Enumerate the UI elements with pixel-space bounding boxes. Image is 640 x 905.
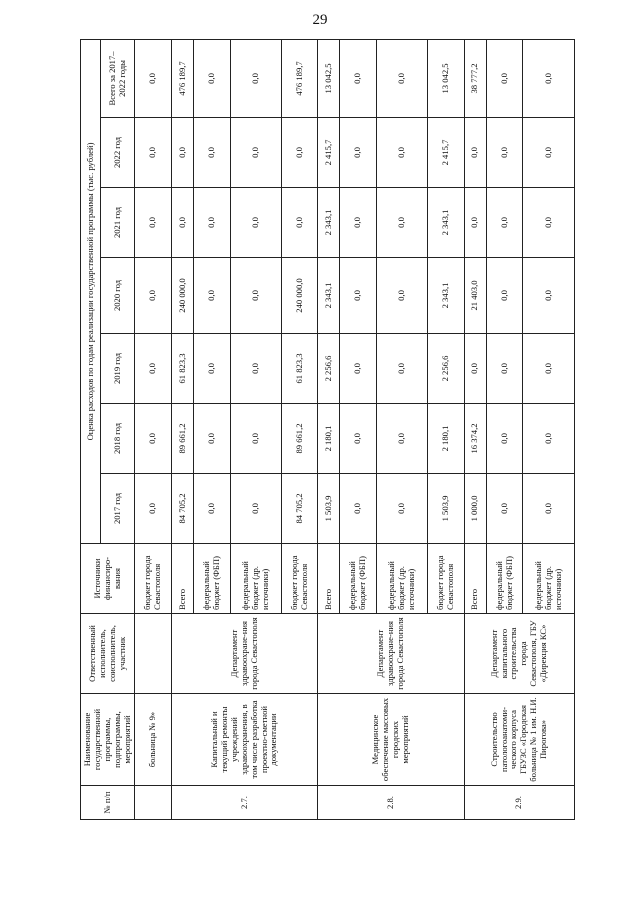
row-value: 16 374,2 xyxy=(464,404,486,474)
row-source: федеральный бюджет (др. источники) xyxy=(523,544,574,614)
row-value: 1 000,0 xyxy=(464,474,486,544)
row-value: 0,0 xyxy=(523,258,574,334)
row-value: 0,0 xyxy=(230,39,281,117)
row-value: 61 823,3 xyxy=(281,334,318,404)
row-value: 0,0 xyxy=(193,404,230,474)
row-value: 2 180,1 xyxy=(428,404,465,474)
row-value: 0,0 xyxy=(377,474,428,544)
header-year: 2017 год xyxy=(101,474,135,544)
table-row xyxy=(464,39,486,819)
row-value: 0,0 xyxy=(523,39,574,117)
row-value: 2 180,1 xyxy=(318,404,340,474)
row-num: 2.7. xyxy=(171,786,317,820)
row-value: 2 343,1 xyxy=(318,258,340,334)
row-value: 0,0 xyxy=(377,39,428,117)
row-value: 0,0 xyxy=(135,118,172,188)
header-year: 2019 год xyxy=(101,334,135,404)
row-value: 0,0 xyxy=(377,118,428,188)
row-executor xyxy=(135,614,172,694)
table-row xyxy=(171,39,193,819)
row-executor: Департамент здравоохране-ния города Севастополя xyxy=(318,614,464,694)
row-num: 2.9. xyxy=(464,786,574,820)
row-value: 240 000,0 xyxy=(281,258,318,334)
table-row xyxy=(318,39,340,819)
row-value: 0,0 xyxy=(340,39,377,117)
page-number: 29 xyxy=(312,12,328,28)
row-value: 0,0 xyxy=(281,188,318,258)
row-value: 0,0 xyxy=(135,474,172,544)
row-value: 0,0 xyxy=(193,474,230,544)
row-value: 0,0 xyxy=(486,404,523,474)
row-source: бюджет города Севастополя xyxy=(281,544,318,614)
row-value: 84 705,2 xyxy=(171,474,193,544)
row-source: федеральный бюджет (др. источники) xyxy=(230,544,281,614)
row-value: 0,0 xyxy=(193,188,230,258)
row-value: 61 823,3 xyxy=(171,334,193,404)
row-value: 0,0 xyxy=(230,118,281,188)
row-value: 2 415,7 xyxy=(318,118,340,188)
row-source: федеральный бюджет (др. источники) xyxy=(377,544,428,614)
row-value: 0,0 xyxy=(230,334,281,404)
row-value: 0,0 xyxy=(340,334,377,404)
header-source: Источники финансиро-вания xyxy=(81,544,135,614)
row-value: 89 661,2 xyxy=(171,404,193,474)
header-year: 2021 год xyxy=(101,188,135,258)
row-value: 0,0 xyxy=(230,188,281,258)
row-value: 0,0 xyxy=(171,188,193,258)
row-value: 0,0 xyxy=(523,118,574,188)
row-executor: Департамент капитального строительства города Севастополя, ГБУ «Дирекция КС» xyxy=(464,614,574,694)
row-value: 0,0 xyxy=(464,118,486,188)
row-value: 0,0 xyxy=(464,188,486,258)
row-value: 0,0 xyxy=(230,258,281,334)
row-value: 0,0 xyxy=(193,258,230,334)
row-value: 0,0 xyxy=(340,188,377,258)
row-value: 0,0 xyxy=(193,118,230,188)
row-value: 89 661,2 xyxy=(281,404,318,474)
row-source: федеральный бюджет (ФБП) xyxy=(486,544,523,614)
row-source: бюджет города Севастополя xyxy=(135,544,172,614)
row-num xyxy=(135,786,172,820)
row-value: 0,0 xyxy=(486,118,523,188)
header-name: Наименование государственной программы, подпрограммы, мероприятий xyxy=(81,694,135,786)
row-value: 0,0 xyxy=(135,258,172,334)
row-num: 2.8. xyxy=(318,786,464,820)
row-name: Медицинское обеспечение массовых городских мероприятий xyxy=(318,694,464,786)
row-value: 38 777,2 xyxy=(464,39,486,117)
row-value: 0,0 xyxy=(340,118,377,188)
row-value: 0,0 xyxy=(281,118,318,188)
row-value: 0,0 xyxy=(523,474,574,544)
row-value: 476 189,7 xyxy=(171,39,193,117)
header-year: 2018 год xyxy=(101,404,135,474)
row-source: Всего xyxy=(318,544,340,614)
row-value: 0,0 xyxy=(193,334,230,404)
row-value: 0,0 xyxy=(523,334,574,404)
row-value: 0,0 xyxy=(486,474,523,544)
row-value: 0,0 xyxy=(486,258,523,334)
rotated-table-container xyxy=(80,40,563,820)
header-year: 2022 год xyxy=(101,118,135,188)
row-value: 2 343,1 xyxy=(428,188,465,258)
header-row xyxy=(81,39,101,819)
row-value: 0,0 xyxy=(230,404,281,474)
row-value: 84 705,2 xyxy=(281,474,318,544)
header-num: № п/п xyxy=(81,786,135,820)
row-value: 0,0 xyxy=(377,258,428,334)
row-executor: Департамент здравоохране-ния города Севастополя xyxy=(171,614,317,694)
row-value: 2 343,1 xyxy=(318,188,340,258)
row-source: бюджет города Севастополя xyxy=(428,544,465,614)
row-value: 0,0 xyxy=(523,404,574,474)
row-value: 13 042,5 xyxy=(318,39,340,117)
row-value: 0,0 xyxy=(340,258,377,334)
row-value: 476 189,7 xyxy=(281,39,318,117)
row-value: 0,0 xyxy=(135,334,172,404)
row-value: 0,0 xyxy=(377,404,428,474)
row-value: 1 503,9 xyxy=(428,474,465,544)
row-name: Капитальный и текущий ремонты учреждений здравоохранения, в том числе разработка проектно-сметной документации xyxy=(171,694,317,786)
row-value: 13 042,5 xyxy=(428,39,465,117)
header-estimate: Оценка расходов по годам реализации государственной программы (тыс. рублей) xyxy=(81,39,101,543)
row-source: федеральный бюджет (ФБП) xyxy=(193,544,230,614)
row-value: 240 000,0 xyxy=(171,258,193,334)
row-value: 21 403,0 xyxy=(464,258,486,334)
budget-table xyxy=(80,39,575,820)
row-value: 2 343,1 xyxy=(428,258,465,334)
header-year-total: Всего за 2017–2022 годы xyxy=(101,39,135,117)
row-source: федеральный бюджет (ФБП) xyxy=(340,544,377,614)
row-value: 0,0 xyxy=(135,404,172,474)
row-value: 0,0 xyxy=(193,39,230,117)
row-value: 0,0 xyxy=(486,188,523,258)
row-value: 0,0 xyxy=(135,39,172,117)
row-name: больница № 9» xyxy=(135,694,172,786)
row-value: 0,0 xyxy=(377,334,428,404)
header-executor: Ответственный исполнитель, соисполнитель, участник xyxy=(81,614,135,694)
row-value: 2 256,6 xyxy=(428,334,465,404)
row-value: 0,0 xyxy=(464,334,486,404)
row-value: 0,0 xyxy=(230,474,281,544)
row-value: 2 256,6 xyxy=(318,334,340,404)
row-value: 0,0 xyxy=(135,188,172,258)
row-value: 0,0 xyxy=(340,404,377,474)
row-value: 0,0 xyxy=(171,118,193,188)
row-source: Всего xyxy=(171,544,193,614)
row-value: 1 503,9 xyxy=(318,474,340,544)
row-value: 0,0 xyxy=(340,474,377,544)
row-value: 0,0 xyxy=(377,188,428,258)
row-value: 0,0 xyxy=(523,188,574,258)
header-year: 2020 год xyxy=(101,258,135,334)
row-value: 2 415,7 xyxy=(428,118,465,188)
table-row xyxy=(135,39,172,819)
row-value: 0,0 xyxy=(486,334,523,404)
row-source: Всего xyxy=(464,544,486,614)
row-name: Строительство патологоанатоми-ческого корпуса ГБУЗС «Городская больница № 1 им. Н.И. Пирогова» xyxy=(464,694,574,786)
row-value: 0,0 xyxy=(486,39,523,117)
